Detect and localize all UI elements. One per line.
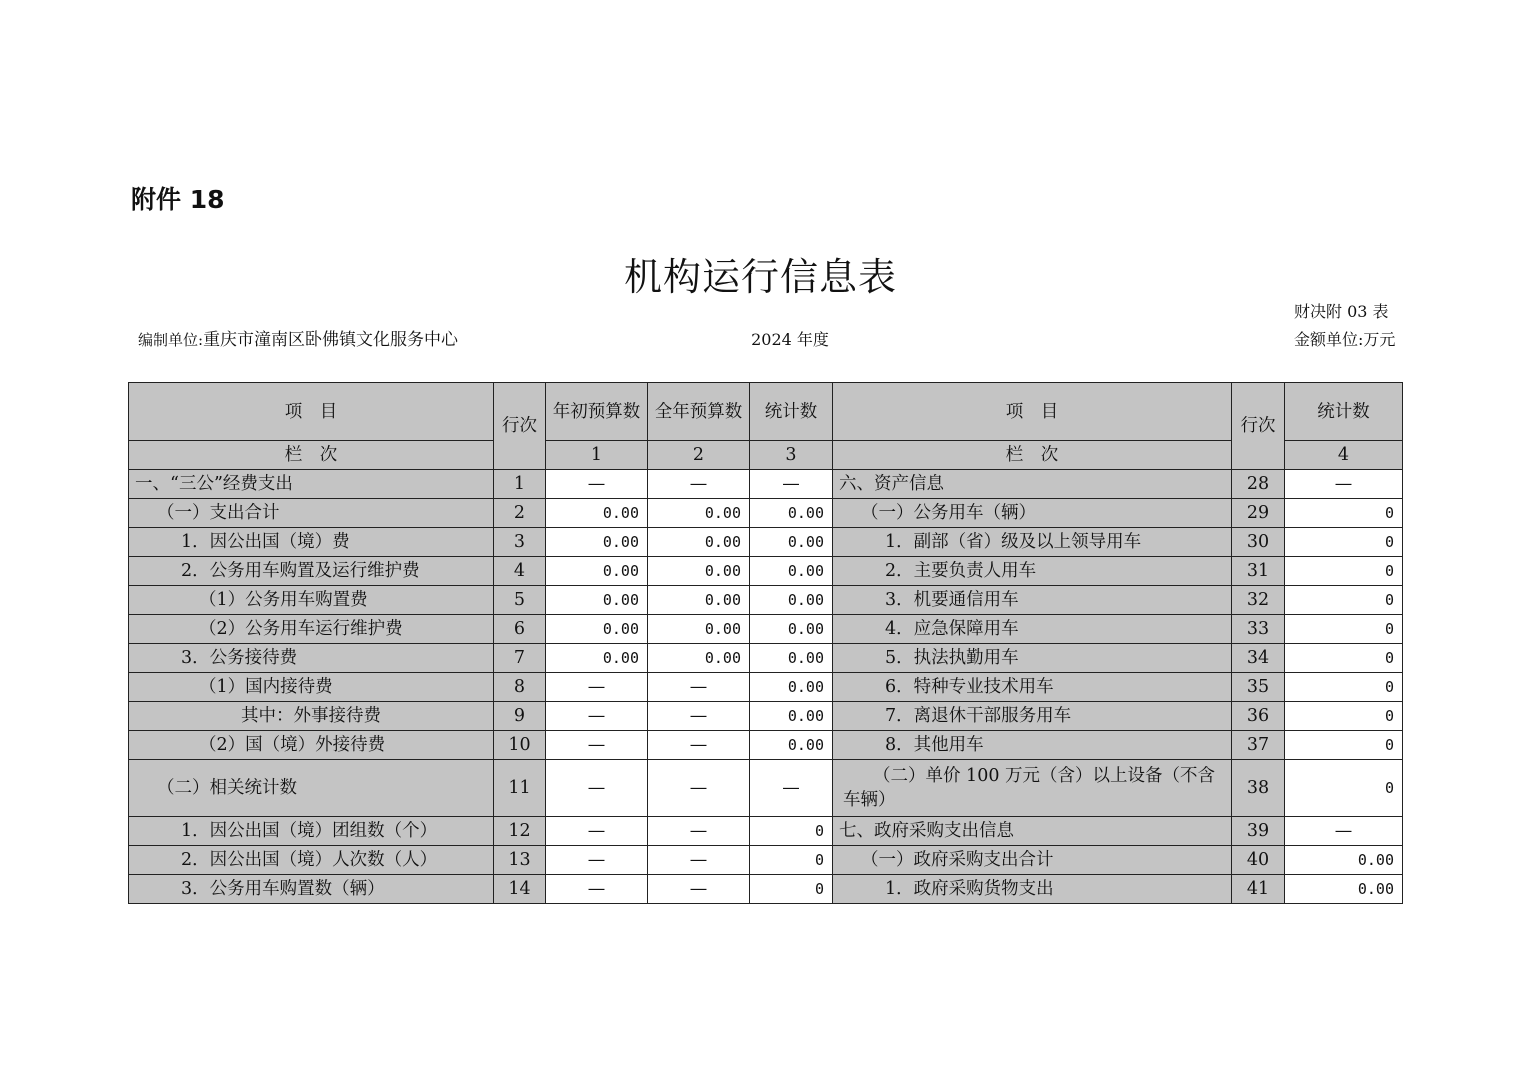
header-item-left: 项 目: [129, 383, 494, 441]
right-stat: —: [1285, 817, 1403, 846]
right-stat: 0: [1285, 615, 1403, 644]
right-item: 六、资产信息: [833, 470, 1232, 499]
left-stat: 0.00: [750, 586, 833, 615]
left-row-no: 5: [494, 586, 546, 615]
right-item: （一）政府采购支出合计: [833, 846, 1232, 875]
left-budget-full: 0.00: [648, 499, 750, 528]
left-budget-full: 0.00: [648, 586, 750, 615]
left-item: 一、“三公”经费支出: [129, 470, 494, 499]
right-row-no: 30: [1232, 528, 1285, 557]
right-row-no: 37: [1232, 731, 1285, 760]
table-row: [129, 875, 1403, 904]
table-body: [129, 470, 1403, 904]
info-table: [128, 382, 1403, 904]
left-budget-initial: —: [546, 673, 648, 702]
table-row: [129, 673, 1403, 702]
header-col-4: 4: [1285, 441, 1403, 470]
right-item: 4．应急保障用车: [833, 615, 1232, 644]
left-stat: 0.00: [750, 702, 833, 731]
left-budget-initial: —: [546, 731, 648, 760]
right-stat: 0: [1285, 586, 1403, 615]
right-stat: 0: [1285, 760, 1403, 817]
left-budget-full: —: [648, 731, 750, 760]
right-stat: 0: [1285, 673, 1403, 702]
right-row-no: 29: [1232, 499, 1285, 528]
form-meta: [1294, 298, 1414, 354]
left-budget-full: —: [648, 875, 750, 904]
left-stat: —: [750, 470, 833, 499]
right-item: 1．副部（省）级及以上领导用车: [833, 528, 1232, 557]
left-row-no: 8: [494, 673, 546, 702]
left-item: 1．因公出国（境）费: [129, 528, 494, 557]
left-budget-initial: —: [546, 702, 648, 731]
right-item: 8．其他用车: [833, 731, 1232, 760]
left-stat: 0.00: [750, 499, 833, 528]
right-row-no: 36: [1232, 702, 1285, 731]
table-header: [129, 383, 1403, 470]
left-item: 2．公务用车购置及运行维护费: [129, 557, 494, 586]
left-stat: 0: [750, 875, 833, 904]
right-stat: 0: [1285, 731, 1403, 760]
left-row-no: 12: [494, 817, 546, 846]
form-code: 财决附 03 表: [1294, 302, 1389, 321]
header-column-label-right: 栏 次: [833, 441, 1232, 470]
left-budget-initial: 0.00: [546, 499, 648, 528]
left-stat: 0.00: [750, 615, 833, 644]
left-row-no: 13: [494, 846, 546, 875]
right-item: 七、政府采购支出信息: [833, 817, 1232, 846]
table-row: [129, 817, 1403, 846]
right-item: 1．政府采购货物支出: [833, 875, 1232, 904]
left-stat: 0.00: [750, 673, 833, 702]
table-row: [129, 644, 1403, 673]
left-row-no: 2: [494, 499, 546, 528]
left-row-no: 9: [494, 702, 546, 731]
table-row: [129, 731, 1403, 760]
left-row-no: 14: [494, 875, 546, 904]
right-row-no: 41: [1232, 875, 1285, 904]
right-row-no: 38: [1232, 760, 1285, 817]
left-budget-full: —: [648, 702, 750, 731]
header-stat-right: 统计数: [1285, 383, 1403, 441]
left-budget-initial: —: [546, 470, 648, 499]
left-row-no: 7: [494, 644, 546, 673]
left-item: 2．因公出国（境）人次数（人）: [129, 846, 494, 875]
right-row-no: 28: [1232, 470, 1285, 499]
left-budget-initial: 0.00: [546, 528, 648, 557]
table-row: [129, 702, 1403, 731]
right-stat: 0: [1285, 557, 1403, 586]
header-row-no-left: 行次: [494, 383, 546, 470]
left-budget-initial: 0.00: [546, 644, 648, 673]
right-item: （二）单价 100 万元（含）以上设备（不含车辆）: [833, 760, 1232, 817]
header-column-label-left: 栏 次: [129, 441, 494, 470]
left-item: （一）支出合计: [129, 499, 494, 528]
left-budget-initial: 0.00: [546, 557, 648, 586]
header-col-2: 2: [648, 441, 750, 470]
left-row-no: 4: [494, 557, 546, 586]
left-item: 1．因公出国（境）团组数（个）: [129, 817, 494, 846]
left-row-no: 3: [494, 528, 546, 557]
left-item: （2）公务用车运行维护费: [129, 615, 494, 644]
right-stat: 0: [1285, 644, 1403, 673]
left-row-no: 6: [494, 615, 546, 644]
header-col-1: 1: [546, 441, 648, 470]
header-row-no-right: 行次: [1232, 383, 1285, 470]
left-budget-initial: —: [546, 817, 648, 846]
right-item: （一）公务用车（辆）: [833, 499, 1232, 528]
right-row-no: 40: [1232, 846, 1285, 875]
left-row-no: 10: [494, 731, 546, 760]
left-budget-full: —: [648, 673, 750, 702]
left-item: （1）国内接待费: [129, 673, 494, 702]
right-stat: 0.00: [1285, 846, 1403, 875]
report-year: 2024 年度: [751, 330, 829, 349]
right-item: 7．离退休干部服务用车: [833, 702, 1232, 731]
right-stat: 0.00: [1285, 875, 1403, 904]
left-row-no: 1: [494, 470, 546, 499]
left-stat: 0.00: [750, 644, 833, 673]
left-budget-full: 0.00: [648, 528, 750, 557]
header-col-3: 3: [750, 441, 833, 470]
right-item: 5．执法执勤用车: [833, 644, 1232, 673]
right-row-no: 35: [1232, 673, 1285, 702]
left-stat: 0: [750, 817, 833, 846]
left-budget-full: —: [648, 846, 750, 875]
right-row-no: 34: [1232, 644, 1285, 673]
left-budget-initial: —: [546, 875, 648, 904]
left-budget-initial: —: [546, 760, 648, 817]
header-stat-left: 统计数: [750, 383, 833, 441]
left-item: 其中：外事接待费: [129, 702, 494, 731]
left-budget-initial: 0.00: [546, 615, 648, 644]
left-item: （1）公务用车购置费: [129, 586, 494, 615]
left-stat: 0: [750, 846, 833, 875]
table-row: [129, 760, 1403, 817]
right-stat: 0: [1285, 528, 1403, 557]
page-title: 机构运行信息表: [623, 255, 897, 299]
left-budget-full: 0.00: [648, 557, 750, 586]
right-item: 2．主要负责人用车: [833, 557, 1232, 586]
left-item: （二）相关统计数: [129, 760, 494, 817]
left-item: 3．公务用车购置数（辆）: [129, 875, 494, 904]
table-row: [129, 499, 1403, 528]
left-budget-initial: 0.00: [546, 586, 648, 615]
unit-name: 重庆市潼南区卧佛镇文化服务中心: [203, 330, 459, 350]
right-item: 6．特种专业技术用车: [833, 673, 1232, 702]
header-item-right: 项 目: [833, 383, 1232, 441]
left-budget-full: 0.00: [648, 644, 750, 673]
header-budget-full: 全年预算数: [648, 383, 750, 441]
left-budget-full: 0.00: [648, 615, 750, 644]
left-stat: 0.00: [750, 557, 833, 586]
left-stat: 0.00: [750, 528, 833, 557]
table-row: [129, 470, 1403, 499]
table-row: [129, 586, 1403, 615]
right-row-no: 32: [1232, 586, 1285, 615]
left-budget-full: —: [648, 817, 750, 846]
table-row: [129, 557, 1403, 586]
left-budget-initial: —: [546, 846, 648, 875]
table-row: [129, 846, 1403, 875]
attachment-label: 附件 18: [131, 185, 225, 214]
left-item: 3．公务接待费: [129, 644, 494, 673]
table-row: [129, 528, 1403, 557]
left-budget-full: —: [648, 760, 750, 817]
unit-label: 编制单位:: [138, 331, 204, 349]
right-stat: —: [1285, 470, 1403, 499]
right-stat: 0: [1285, 499, 1403, 528]
header-budget-initial: 年初预算数: [546, 383, 648, 441]
left-row-no: 11: [494, 760, 546, 817]
left-stat: 0.00: [750, 731, 833, 760]
right-item: 3．机要通信用车: [833, 586, 1232, 615]
compiling-unit: [138, 326, 498, 354]
table-row: [129, 615, 1403, 644]
left-budget-full: —: [648, 470, 750, 499]
right-row-no: 31: [1232, 557, 1285, 586]
right-row-no: 33: [1232, 615, 1285, 644]
amount-unit: 金额单位:万元: [1294, 330, 1396, 349]
left-item: （2）国（境）外接待费: [129, 731, 494, 760]
right-row-no: 39: [1232, 817, 1285, 846]
right-stat: 0: [1285, 702, 1403, 731]
left-stat: —: [750, 760, 833, 817]
